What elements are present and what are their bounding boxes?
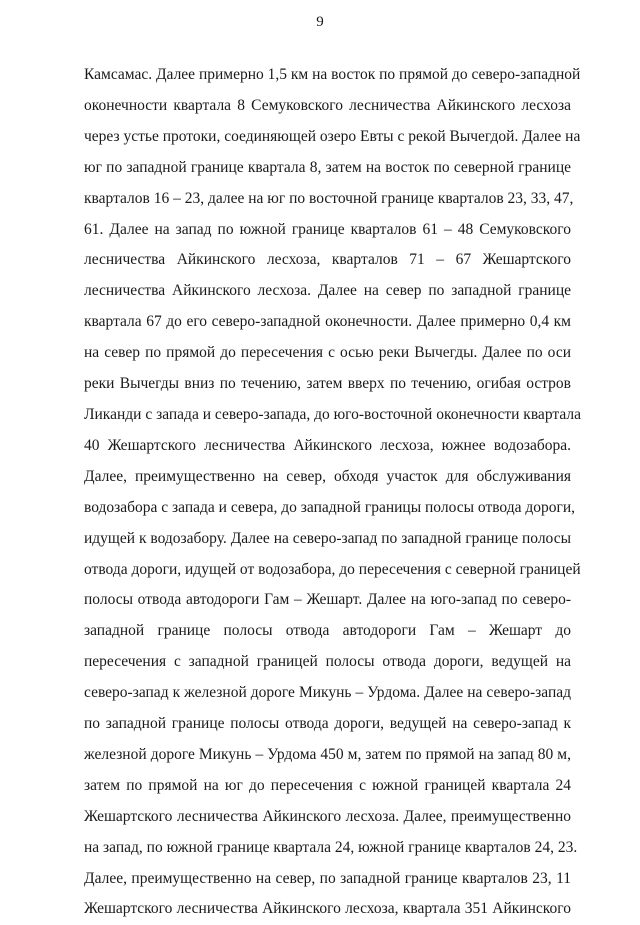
text-line: западной границе полосы отвода автодороги Гам – Жешарт до	[84, 622, 571, 640]
text-line: Камсамас. Далее примерно 1,5 км на восток по прямой до северо-западной	[84, 66, 581, 83]
text-line: отвода дороги, идущей от водозабора, до пересечения с северной границей	[84, 560, 581, 578]
text-line: по западной границе полосы отвода дороги, ведущей на северо-запад к	[84, 715, 571, 733]
text-line: Жешартского лесничества Айкинского лесхоза. Далее, преимущественно	[84, 807, 571, 825]
text-line: на север по прямой до пересечения с осью реки Вычегды. Далее по оси	[84, 344, 571, 362]
text-line: через устье протоки, соединяющей озеро Евты с рекой Вычегдой. Далее на	[84, 127, 581, 145]
text-line: железной дороге Микунь – Урдома 450 м, затем по прямой на запад 80 м,	[84, 745, 571, 763]
text-line: 61. Далее на запад по южной границе кварталов 61 – 48 Семуковского	[84, 220, 571, 238]
text-line: Далее, преимущественно на север, обходя участок для обслуживания	[84, 467, 571, 485]
text-line: водозабора с запада и севера, до западной границы полосы отвода дороги,	[84, 498, 576, 516]
text-line: оконечности квартала 8 Семуковского лесничества Айкинского лесхоза	[84, 96, 571, 114]
text-line: Жешартского лесничества Айкинского лесхоза, квартала 351 Айкинского	[84, 900, 571, 918]
page-number: 9	[316, 14, 324, 30]
text-line: идущей к водозабору. Далее на северо-запад по западной границе полосы	[84, 529, 571, 547]
text-line: северо-запад к железной дороге Микунь – Урдома. Далее на северо-запад	[84, 684, 571, 702]
text-line: полосы отвода автодороги Гам – Жешарт. Далее на юго-запад по северо-	[84, 591, 571, 609]
text-line: реки Вычегды вниз по течению, затем вверх по течению, огибая остров	[84, 375, 571, 393]
text-line: пересечения с западной границей полосы отвода дороги, ведущей на	[84, 653, 571, 671]
text-line: 40 Жешартского лесничества Айкинского лесхоза, южнее водозабора.	[84, 436, 571, 454]
text-line: Далее, преимущественно на север, по западной границе кварталов 23, 11	[84, 869, 571, 887]
text-line: лесничества Айкинского лесхоза, кварталов 71 – 67 Жешартского	[84, 251, 571, 269]
body-text	[84, 60, 581, 925]
text-line: юг по западной границе квартала 8, затем на восток по северной границе	[84, 158, 571, 176]
text-line: квартала 67 до его северо-западной оконечности. Далее примерно 0,4 км	[84, 313, 571, 331]
text-line: затем по прямой на юг до пересечения с южной границей квартала 24	[84, 776, 571, 794]
text-line: лесничества Айкинского лесхоза. Далее на север по западной границе	[84, 282, 571, 300]
text-line: кварталов 16 – 23, далее на юг по восточной границе кварталов 23, 33, 47,	[84, 189, 574, 207]
text-line: на запад, по южной границе квартала 24, южной границе кварталов 24, 23.	[84, 838, 578, 856]
text-line: Ликанди с запада и северо-запада, до юго-восточной оконечности квартала	[84, 405, 581, 423]
